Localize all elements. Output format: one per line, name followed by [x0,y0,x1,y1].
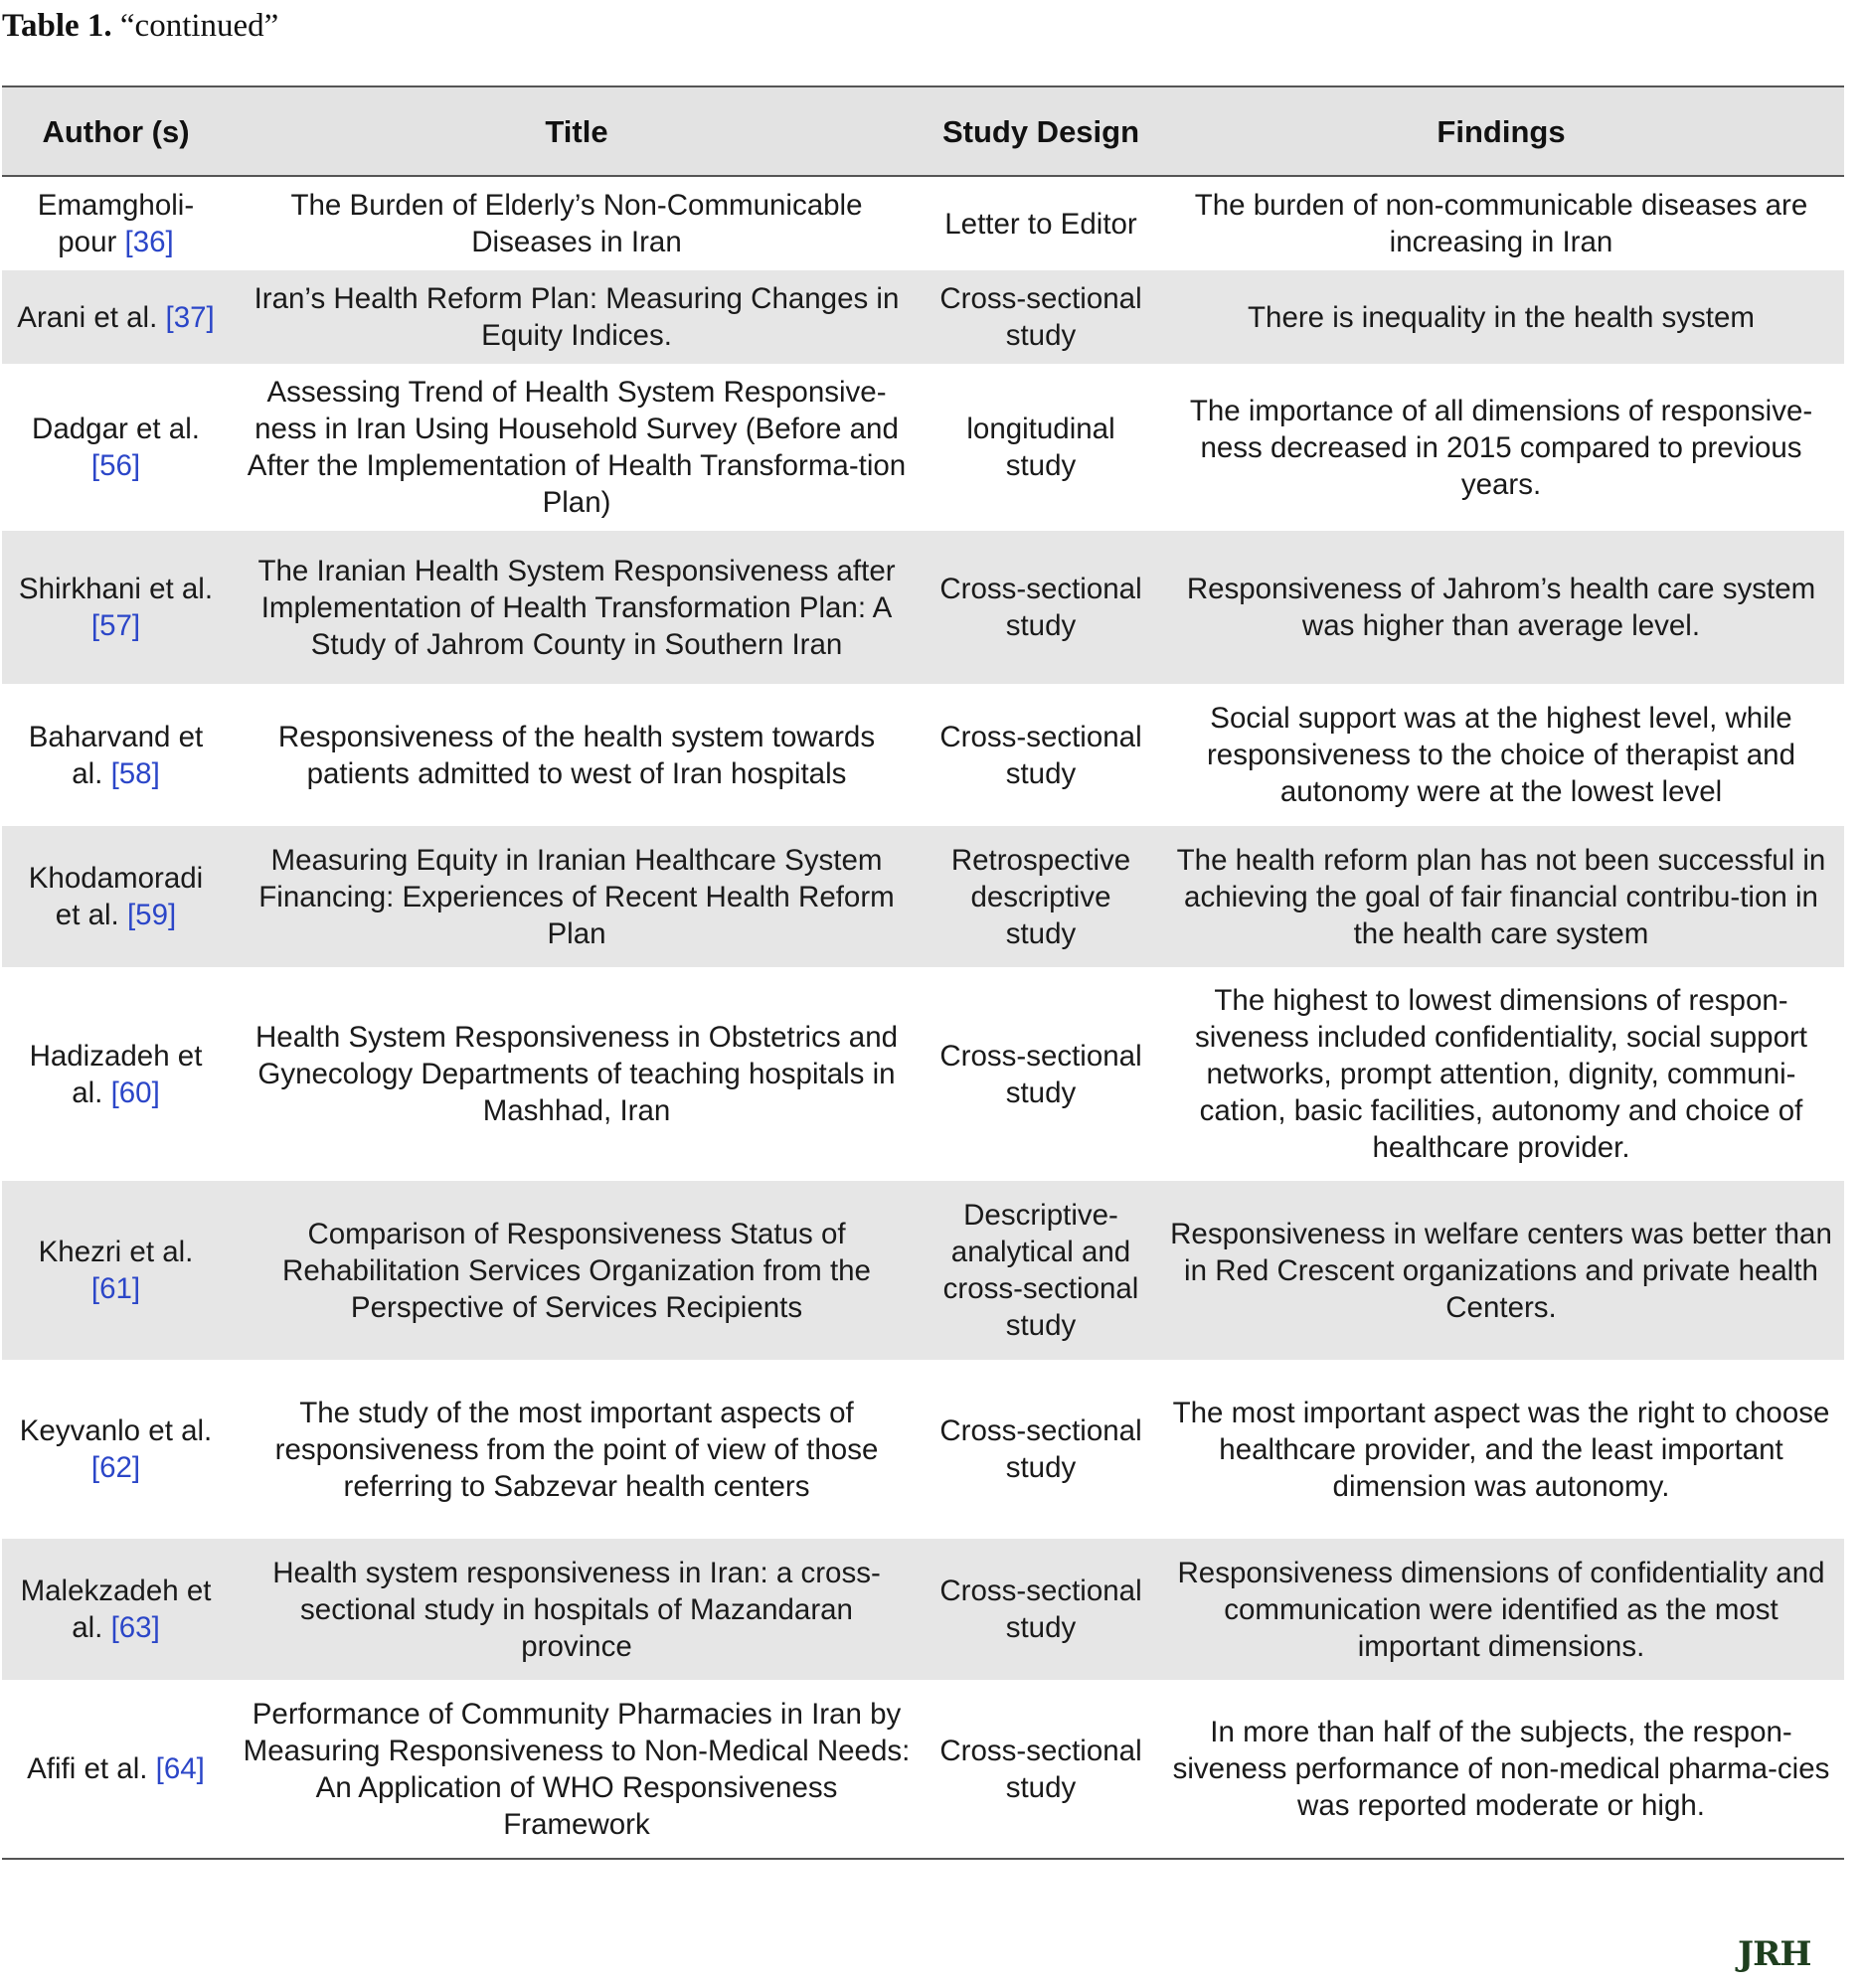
journal-logo [1738,1936,1845,1972]
header-author: Author (s) [42,113,190,149]
author-cell [2,270,230,364]
header-title: Title [545,113,608,149]
reference-link[interactable]: [63] [110,1611,160,1644]
reference-link[interactable]: [62] [90,1451,141,1484]
header-findings: Findings [1437,113,1566,149]
table-row [2,967,1844,1181]
author-name: Emamgholi-pour [37,189,195,258]
study-design-cell: Descriptive-analytical and cross-sectional study [942,1199,1139,1342]
author-cell [2,1680,230,1859]
findings-cell: There is inequality in the health system [1248,300,1755,334]
study-design-cell: Letter to Editor [944,207,1137,241]
studies-table [2,85,1844,1860]
author-name: Afifi et al. [27,1752,148,1785]
reference-link[interactable]: [36] [124,226,174,258]
author-cell [2,176,230,270]
reference-link[interactable]: [56] [90,449,141,482]
title-cell: The Burden of Elderly’s Non-Communicable Diseases in Iran [290,189,863,258]
table-row [2,1539,1844,1680]
author-name: Hadizadeh et al. [29,1039,203,1109]
findings-cell: The health reform plan has not been successful in achieving the goal of fair financial contribu-tion in the health care system [1176,843,1826,950]
findings-cell: Responsiveness of Jahrom’s health care system was higher than average level. [1186,573,1816,642]
title-cell: Health system responsiveness in Iran: a cross-sectional study in hospitals of Mazandaran province [272,1556,881,1663]
findings-cell: The burden of non-communicable diseases are increasing in Iran [1194,189,1808,258]
title-cell: Iran’s Health Reform Plan: Measuring Changes in Equity Indices. [254,282,900,352]
findings-cell: Social support was at the highest level, while responsiveness to the choice of therapist and autonomy were at the lowest level [1206,702,1795,808]
title-cell: The Iranian Health System Responsiveness after Implementation of Health Transformation Plan: A Study of Jahrom County in Southern Iran [257,554,896,661]
table-row [2,826,1844,967]
author-cell [2,1181,230,1360]
study-design-cell: Cross-sectional study [939,573,1142,642]
title-cell: Comparison of Responsiveness Status of Rehabilitation Services Organization from the Perspective of Services Recipients [282,1217,871,1324]
study-design-cell: Cross-sectional study [939,282,1142,352]
reference-link[interactable]: [61] [90,1272,141,1305]
table-row [2,176,1844,270]
study-design-cell: Cross-sectional study [939,720,1142,790]
reference-link[interactable]: [58] [110,756,160,790]
table-row [2,270,1844,364]
study-design-cell: longitudinal study [966,413,1115,482]
reference-link[interactable]: [64] [155,1752,205,1785]
journal-logo-text: JRH [1738,1934,1811,1974]
table-header-row [2,86,1844,176]
table-row [2,531,1844,684]
table-row [2,1181,1844,1360]
author-cell [2,967,230,1181]
title-cell: Measuring Equity in Iranian Healthcare System Financing: Experiences of Recent Health Reform Plan [258,843,895,950]
table-row [2,364,1844,531]
author-name: Keyvanlo et al. [19,1414,213,1447]
table-body [2,176,1844,1859]
author-name: Baharvand et al. [28,720,204,790]
findings-cell: The importance of all dimensions of responsive-ness decreased in 2015 compared to previous years. [1189,394,1813,501]
author-name: Shirkhani et al. [18,573,214,605]
study-design-cell: Cross-sectional study [939,1734,1142,1804]
table-row [2,684,1844,826]
author-name: Dadgar et al. [32,413,200,445]
findings-cell: Responsiveness dimensions of confidentiality and communication were identified as the most important dimensions. [1177,1556,1825,1663]
author-cell [2,364,230,531]
study-design-cell: Cross-sectional study [939,1414,1142,1484]
table-caption-label: Table 1. [2,8,112,44]
title-cell: Responsiveness of the health system towards patients admitted to west of Iran hospitals [277,720,876,790]
table-header [2,86,1844,176]
reference-link[interactable]: [60] [110,1076,160,1109]
author-name: Malekzadeh et al. [20,1574,212,1644]
author-cell [2,826,230,967]
table-caption [2,8,278,45]
title-cell: Assessing Trend of Health System Responsive-ness in Iran Using Household Survey (Before and After the Implementation of Health Transforma-tion Plan) [247,376,907,519]
author-name: Khezri et al. [38,1236,194,1268]
author-cell [2,1360,230,1539]
study-design-cell: Cross-sectional study [939,1039,1142,1109]
reference-link[interactable]: [59] [126,899,177,931]
author-cell [2,684,230,826]
author-name: Khodamoradi et al. [28,862,204,931]
study-design-cell: Retrospective descriptive study [950,843,1131,950]
title-cell: The study of the most important aspects of responsiveness from the point of view of those referring to Sabzevar health centers [274,1396,879,1503]
author-cell [2,1539,230,1680]
author-cell [2,531,230,684]
reference-link[interactable]: [57] [90,609,141,642]
title-cell: Performance of Community Pharmacies in Iran by Measuring Responsiveness to Non-Medical Needs: An Application of WHO Responsiveness Framework [243,1697,911,1841]
author-name: Arani et al. [17,300,158,334]
table-row [2,1360,1844,1539]
findings-cell: In more than half of the subjects, the respon-siveness performance of non-medical pharma-cies was reported moderate or high. [1172,1716,1830,1822]
table-row [2,1680,1844,1859]
table-caption-text: “continued” [111,8,279,44]
header-study-design: Study Design [941,113,1140,149]
reference-link[interactable]: [37] [165,300,215,334]
study-design-cell: Cross-sectional study [939,1574,1142,1644]
findings-cell: The highest to lowest dimensions of respon-siveness included confidentiality, social support networks, prompt attention, dignity, communi-cation, basic facilities, autonomy and choice of healthcare provider. [1194,984,1807,1164]
title-cell: Health System Responsiveness in Obstetrics and Gynecology Departments of teaching hospitals in Mashhad, Iran [254,1021,899,1127]
table-container [2,85,1844,1860]
findings-cell: The most important aspect was the right to choose healthcare provider, and the least important dimension was autonomy. [1172,1396,1830,1503]
findings-cell: Responsiveness in welfare centers was better than in Red Crescent organizations and private health Centers. [1170,1217,1832,1324]
